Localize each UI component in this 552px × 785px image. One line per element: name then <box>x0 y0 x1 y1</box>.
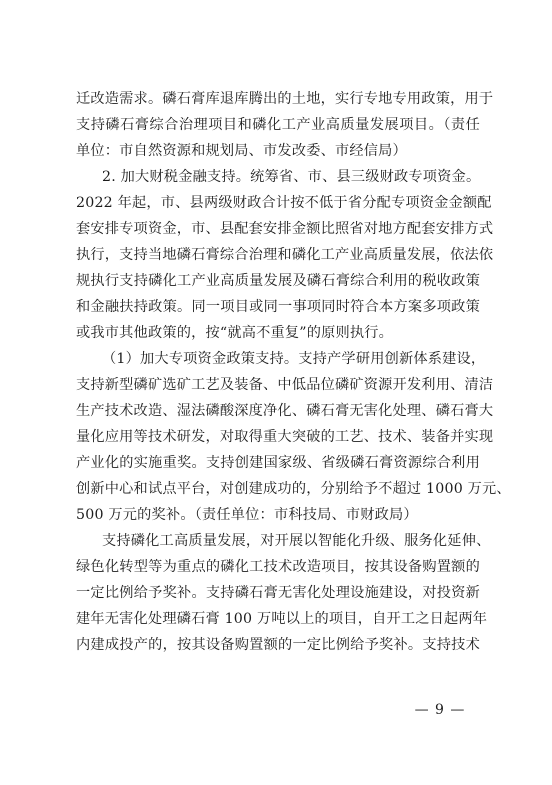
text-line: 创新中心和试点平台，对创建成功的，分别给予不超过 1000 万元、 <box>76 481 511 497</box>
text-line: 500 万元的奖补。（责任单位：市科技局、市财政局） <box>76 507 418 523</box>
section-heading-line: 2. 加大财税金融支持。统筹省、市、县三级财政专项资金。 <box>102 169 481 185</box>
text-line: 套安排专项资金，市、县配套安排金额比照省对地方配套安排方式 <box>76 221 494 237</box>
text-line: 生产技术改造、湿法磷酸深度净化、磷石膏无害化处理、磷石膏大 <box>76 403 494 419</box>
text-line: 支持磷石膏综合治理项目和磷化工产业高质量发展项目。（责任 <box>76 117 480 133</box>
text-line: 量化应用等技术研发，对取得重大突破的工艺、技术、装备并实现 <box>76 429 494 445</box>
text-line: 或我市其他政策的，按“就高不重复”的原则执行。 <box>76 325 394 341</box>
text-line: 支持新型磷矿选矿工艺及装备、中低品位磷矿资源开发利用、清洁 <box>76 377 494 393</box>
text-line: 2022 年起，市、县两级财政合计按不低于省分配专项资金金额配 <box>76 195 492 211</box>
text-line: 和金融扶持政策。同一项目或同一事项同时符合本方案多项政策 <box>76 299 480 315</box>
body-text <box>76 86 511 658</box>
text-line: 执行，支持当地磷石膏综合治理和磷化工产业高质量发展，依法依 <box>76 247 494 263</box>
text-line: 迁改造需求。磷石膏库退库腾出的土地，实行专地专用政策，用于 <box>76 91 494 107</box>
text-line: 规执行支持磷化工产业高质量发展及磷石膏综合利用的税收政策 <box>76 273 480 289</box>
text-line: 建年无害化处理磷石膏 100 万吨以上的项目，自开工之日起两年 <box>76 611 488 627</box>
text-line: 绿色化转型等为重点的磷化工技术改造项目，按其设备购置额的 <box>76 559 480 575</box>
text-line: 产业化的实施重奖。支持创建国家级、省级磷石膏资源综合利用 <box>76 455 480 471</box>
text-line: 内建成投产的，按其设备购置额的一定比例给予奖补。支持技术 <box>76 637 480 653</box>
paragraph-start-line: 支持磷化工高质量发展，对开展以智能化升级、服务化延伸、 <box>102 533 491 549</box>
text-line: 一定比例给予奖补。支持磷石膏无害化处理设施建设，对投资新 <box>76 585 480 601</box>
text-line: 单位：市自然资源和规划局、市发改委、市经信局） <box>76 143 407 159</box>
subsection-heading-line: （1）加大专项资金政策支持。支持产学研用创新体系建设， <box>102 351 486 367</box>
page-number: — 9 — <box>414 702 466 718</box>
